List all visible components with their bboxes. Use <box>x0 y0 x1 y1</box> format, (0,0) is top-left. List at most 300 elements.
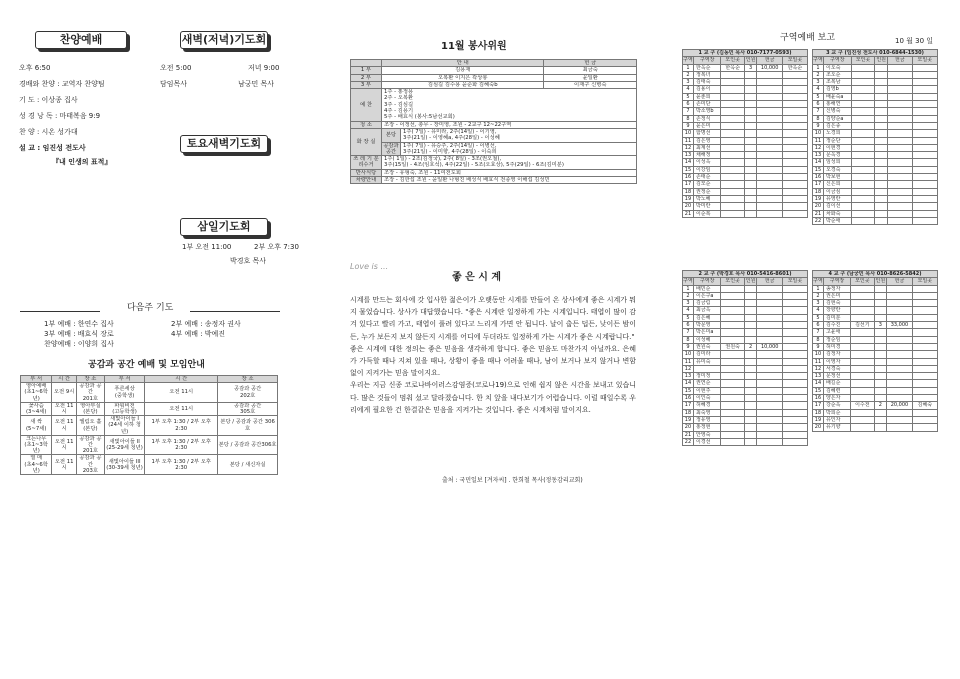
zone-cell: 배윤숙a <box>823 93 851 100</box>
zone-cell <box>912 365 937 372</box>
zone-cell: 신은희 <box>823 181 851 188</box>
zone-cell <box>721 329 744 336</box>
zone-cell: 10,000 <box>757 64 783 71</box>
zone-cell: 12 <box>813 144 824 151</box>
meeting-cell: 공감과 공간 201호 <box>76 435 104 455</box>
saturday-prayer-title: 토요새벽기도회 <box>180 135 268 153</box>
zone-cell <box>757 181 783 188</box>
zone-cell <box>912 115 937 122</box>
zone-col-header: 모일곳 <box>782 57 807 64</box>
zone-cell <box>693 365 721 372</box>
zone-cell <box>744 387 757 394</box>
line: 2주 - 오복환 <box>384 95 414 102</box>
worship-title: 찬양예배 <box>35 31 127 49</box>
zone-cell: 신병숙 <box>823 108 851 115</box>
meeting-cell: 꽃사슴 (3~4세) <box>21 402 52 415</box>
zone-cell: 채해정 <box>693 152 721 159</box>
zone-cell <box>887 152 912 159</box>
zone-cell <box>757 424 783 431</box>
zone-cell: 12 <box>683 365 694 372</box>
zone-cell <box>757 300 783 307</box>
meeting-row <box>21 416 278 436</box>
meeting-cell: 오전 11시 <box>52 402 77 415</box>
zone-row <box>683 115 808 122</box>
zone-cell <box>912 188 937 195</box>
zone-row <box>683 181 808 188</box>
meeting-cell: 새 싹 (5~7세) <box>21 416 52 436</box>
zone-cell: 박미란 <box>693 203 721 210</box>
zone-cell <box>721 416 744 423</box>
zone-cell <box>887 343 913 350</box>
wednesday-time-1: 1부 오전 11:00 <box>182 243 232 251</box>
zone-cell: 문옥경 <box>823 152 851 159</box>
zone-cell <box>887 409 913 416</box>
zone-cell: 10 <box>683 130 694 137</box>
zone-cell: 3 <box>744 64 757 71</box>
zone-cell <box>721 438 744 445</box>
zone-row <box>683 79 808 86</box>
zone-cell: 이오숙 <box>823 64 851 71</box>
zone-cell <box>851 188 875 195</box>
zone-row <box>683 314 808 321</box>
zone-row <box>683 152 808 159</box>
zone-cell <box>912 101 937 108</box>
row-label: 3 부 <box>351 81 382 88</box>
zone-row <box>813 365 938 372</box>
zone-cell <box>851 166 875 173</box>
zone-cell <box>887 416 913 423</box>
zone-cell: 이영자 <box>823 358 850 365</box>
zone-cell: 10 <box>683 351 694 358</box>
header-cell: 부 서 <box>104 376 144 383</box>
zone-row <box>683 380 808 387</box>
zone-cell <box>757 380 783 387</box>
zone-cell <box>744 380 757 387</box>
zone-cell <box>851 210 875 217</box>
zone-row <box>683 424 808 431</box>
zone-cell <box>851 300 874 307</box>
zone-cell <box>757 336 783 343</box>
zone-row <box>683 292 808 299</box>
dawn-leader-1: 담임목사 <box>160 80 188 88</box>
zone-cell <box>887 285 913 292</box>
zone-cell <box>912 210 937 217</box>
zone-cell <box>912 373 937 380</box>
zone-cell: 20 <box>683 203 694 210</box>
zone-cell: 조오순 <box>823 71 851 78</box>
zone-cell <box>744 307 757 314</box>
zone-cell <box>744 166 757 173</box>
zone-cell <box>875 203 888 210</box>
zone-cell <box>912 217 937 224</box>
zone-cell <box>721 336 744 343</box>
zone-cell <box>874 336 887 343</box>
zone-row <box>683 122 808 129</box>
zone-cell <box>757 122 783 129</box>
essay-paragraph: 시계를 만드는 회사에 갓 입사한 젊은이가 오랫동안 시계를 만들어 온 상사에게 좋은 시계가 뭐지 물었습니다. 상사가 대답했습니다. "좋은 시계란 일정하게 가는 시계입니다. 태엽이 많이 감겨 있다고 빨리 가고, 태엽이 풀려 있다고 느리게 가면 안 됩니다. 날이 춥든 덥든, 낮이든 밤이든, 누가 보든지 보지 않든지 시계를 어디에 두더라도 일정하게 가는 시계가 좋은 시계랍니다." <box>350 296 636 341</box>
zone-cell: 유영란 <box>823 195 851 202</box>
zone-cell: 6 <box>813 322 824 329</box>
zone-cell: 7 <box>683 329 694 336</box>
dawn-prayer-title: 새벽(저녁)기도회 <box>180 31 268 49</box>
zone-cell <box>875 210 888 217</box>
essay-body <box>350 294 636 416</box>
zone-cell <box>721 93 744 100</box>
zone-row <box>813 395 938 402</box>
serve-row <box>351 121 637 128</box>
zone-cell: 박문영 <box>693 322 721 329</box>
zone-cell: 10 <box>813 351 824 358</box>
zone-cell <box>757 195 783 202</box>
zone-cell: 김정자 <box>823 351 850 358</box>
zone-cell: 7 <box>683 108 694 115</box>
zone-cell <box>782 402 807 409</box>
zone-cell <box>757 431 783 438</box>
zone-cell: 7 <box>813 108 824 115</box>
zone-cell <box>721 373 744 380</box>
zone-cell <box>721 380 744 387</box>
meeting-row <box>21 402 278 415</box>
zone-col-header: 모일곳 <box>782 278 807 285</box>
zone-cell <box>782 122 807 129</box>
zone-cell: 이은구a <box>693 292 721 299</box>
zone-cell <box>757 402 783 409</box>
zone-cell <box>721 144 744 151</box>
meeting-row <box>21 455 278 475</box>
zone-cell: 1 <box>813 64 824 71</box>
zone-cell <box>912 137 937 144</box>
meeting-cell: 새빛아이들 I (24세 이하 청년) <box>104 416 144 436</box>
zone-row <box>813 314 938 321</box>
zone-cell <box>912 300 937 307</box>
zone-cell <box>744 130 757 137</box>
zone-cell: 9 <box>683 122 694 129</box>
sub-label: 공감과 공간 <box>383 142 399 155</box>
blank-cell <box>351 60 382 67</box>
zone-col-header: 헌금 <box>757 278 783 285</box>
zone-cell <box>721 358 744 365</box>
next-prayer-title: 다음주 기도 <box>127 303 174 313</box>
zone-row <box>813 137 938 144</box>
zone-cell <box>782 86 807 93</box>
zone-cell <box>757 322 783 329</box>
zone-cell: 5 <box>813 314 824 321</box>
zone-cell <box>887 217 912 224</box>
zone-cell: 6 <box>683 101 694 108</box>
cell: 윤일환 <box>544 74 637 81</box>
zone-col-header: 구역 <box>683 57 693 64</box>
zone-cell: 11 <box>683 358 694 365</box>
zone-row <box>683 71 808 78</box>
zone-cell <box>721 152 744 159</box>
zone-cell: 22 <box>813 217 824 224</box>
serve-header-row <box>351 60 637 67</box>
zone-cell <box>851 152 875 159</box>
zone-col-row <box>683 57 808 64</box>
zone-cell: 김혜숙 <box>912 402 937 409</box>
zone-cell <box>744 181 757 188</box>
zone-col-header: 모일곳 <box>912 278 937 285</box>
meeting-cell: 오전 9시 <box>52 383 77 403</box>
zone-cell <box>782 336 807 343</box>
sermon-title: 『내 인생의 표적』 <box>52 158 112 166</box>
zone-cell: 유인자 <box>823 416 850 423</box>
zone-cell <box>744 300 757 307</box>
zone-cell <box>887 380 913 387</box>
zone-table <box>812 270 938 432</box>
zone-cell: 김태숙 <box>693 79 721 86</box>
zone-cell <box>721 195 744 202</box>
zone-cell: 장향란 <box>823 307 850 314</box>
zone-cell <box>721 166 744 173</box>
zone-cell <box>912 130 937 137</box>
zone-cell: 김은영 <box>693 137 721 144</box>
zone-row <box>683 329 808 336</box>
zone-cell <box>782 395 807 402</box>
zone-cell: 김양순a <box>823 115 851 122</box>
zone-cell <box>782 79 807 86</box>
zone-cell <box>782 130 807 137</box>
zone-cell <box>874 292 887 299</box>
zone-cell: 차화숙 <box>823 210 851 217</box>
zone-cell: 4 <box>683 307 694 314</box>
zone-cell <box>782 438 807 445</box>
zone-head-row <box>813 50 938 57</box>
zone-cell <box>782 351 807 358</box>
serve-row <box>351 156 637 170</box>
zone-cell <box>887 424 913 431</box>
zone-cell <box>721 292 744 299</box>
zone-cell <box>782 373 807 380</box>
zone-row <box>683 336 808 343</box>
zone-cell: 이현경 <box>823 144 851 151</box>
zone-cell <box>851 365 874 372</box>
zone-cell: 이성옥 <box>693 159 721 166</box>
zone-row <box>813 300 938 307</box>
serve-row <box>351 128 637 142</box>
worship-line: 찬 양 : 시온 성가대 <box>19 128 78 136</box>
zone-cell: 1 <box>683 64 694 71</box>
zone-cell: 9 <box>683 343 694 350</box>
zone-cell: 이경선 <box>693 438 721 445</box>
zone-cell <box>912 71 937 78</box>
line: 3주(21일) - 이영혜a, 4주(28일) - 이성혜 <box>403 135 500 142</box>
zone-cell: 권정순 <box>693 188 721 195</box>
zone-cell <box>912 380 937 387</box>
zone-row <box>683 64 808 71</box>
zone-cell <box>744 336 757 343</box>
zone-cell <box>757 137 783 144</box>
zone-cell <box>757 144 783 151</box>
zone-cell: 박보현 <box>823 174 851 181</box>
zone-cell <box>782 181 807 188</box>
zone-cell <box>782 159 807 166</box>
zone-cell: 21 <box>683 210 694 217</box>
zone-head: 4 교 구 (남궁민 목사 010-8626-5842) <box>813 271 938 278</box>
zone-cell: 권은미 <box>823 292 850 299</box>
zone-cell <box>887 137 912 144</box>
zone-cell <box>744 122 757 129</box>
zone-cell: 3 <box>683 79 694 86</box>
zone-cell <box>721 300 744 307</box>
zone-cell <box>757 159 783 166</box>
zone-cell <box>887 329 913 336</box>
zone-row <box>683 188 808 195</box>
zone-row <box>683 431 808 438</box>
zone-head: 2 교 구 (박경호 목사 010-5416-8601) <box>683 271 808 278</box>
zone-cell <box>851 395 874 402</box>
zone-table <box>682 49 808 218</box>
meeting-cell: 엘림오 홀 (본당) <box>76 416 104 436</box>
sub-label: 본당 <box>382 128 401 142</box>
essay-title: 좋 은 시 계 <box>452 272 502 283</box>
zone-cell <box>851 416 874 423</box>
meeting-cell: 본당 / 공감과 공간 306호 <box>218 416 278 436</box>
zone-row <box>813 217 938 224</box>
zone-cell <box>757 210 783 217</box>
zone-cell <box>721 210 744 217</box>
zone-col-header: 구역 <box>813 278 823 285</box>
zone-col-header: 헌금 <box>887 57 912 64</box>
row-label: 청 소 <box>351 121 382 128</box>
zone-cell <box>875 166 888 173</box>
zone-cell <box>887 71 912 78</box>
zone-cell: 박소영b <box>693 108 721 115</box>
zone-cell: 노경희 <box>823 130 851 137</box>
row-label: 1 부 <box>351 67 382 74</box>
zone-cell <box>851 292 874 299</box>
meeting-cell: 영아예배 (초1~6학년) <box>21 383 52 403</box>
zone-cell <box>887 351 913 358</box>
zone-cell: 13 <box>683 152 694 159</box>
zone-cell <box>875 79 888 86</box>
zone-row <box>683 137 808 144</box>
zone-cell <box>782 329 807 336</box>
zone-row <box>813 424 938 431</box>
meeting-table <box>20 375 278 475</box>
meeting-row <box>21 435 278 455</box>
zone-cell: 손태순 <box>693 174 721 181</box>
zone-cell <box>874 395 887 402</box>
zone-row <box>683 395 808 402</box>
meeting-cell: 오전 11시 <box>52 435 77 455</box>
zone-cell: 20 <box>683 424 694 431</box>
zone-row <box>683 195 808 202</box>
zone-cell <box>912 395 937 402</box>
divider <box>20 311 100 312</box>
zone-cell <box>757 307 783 314</box>
zone-cell <box>887 336 913 343</box>
zone-cell <box>721 314 744 321</box>
essay-paragraph: 좋은 시계에 대한 정의는 좋은 믿음을 생각하게 합니다. 좋은 믿음도 마찬가지 아닐까요. 은혜가 가득할 때나 지쳐 있을 때나, 상황이 좋을 때나 어려울 때나, 남이 보거나 보지 않거나 변함없이 지켜가는 믿음 말이지요. <box>350 344 636 378</box>
zone-cell: 17 <box>683 181 694 188</box>
meeting-cell: 공감과 공간 202호 <box>218 383 278 403</box>
zone-cell <box>874 424 887 431</box>
zone-cell <box>851 343 874 350</box>
header-cell: 장 소 <box>76 376 104 383</box>
zone-cell <box>875 152 888 159</box>
zone-cell <box>757 101 783 108</box>
zone-cell <box>875 101 888 108</box>
zone-cell <box>782 137 807 144</box>
zone-cell <box>744 292 757 299</box>
header-cell: 안 내 <box>382 60 544 67</box>
zone-col-header: 구역장 <box>693 57 721 64</box>
zone-cell: 3 <box>874 322 887 329</box>
zone-cell <box>851 86 875 93</box>
zone-cell <box>744 358 757 365</box>
zone-cell <box>782 71 807 78</box>
zone-cell <box>744 203 757 210</box>
zone-cell: 21 <box>813 210 824 217</box>
zone-cell: 19 <box>683 416 694 423</box>
zone-row <box>813 166 938 173</box>
zone-cell <box>744 71 757 78</box>
zone-cell <box>744 395 757 402</box>
zone-col-header: 인원 <box>745 57 756 64</box>
zone-cell <box>757 358 783 365</box>
zone-col-header: 구역 <box>813 57 823 64</box>
zone-cell: 허미경 <box>823 343 850 350</box>
zone-cell: 권연순 <box>693 380 721 387</box>
cell: 조장 - 이정선, 총무 - 장미영, 조원 - 2교구 12~22구역 <box>382 121 637 128</box>
zone-cell <box>887 101 912 108</box>
zone-cell: 10,000 <box>757 343 783 350</box>
zone-cell <box>887 395 913 402</box>
zone-row <box>813 122 938 129</box>
line: 3주(21일) - 이미향, 4주(28일) - 이숙희 <box>403 148 497 155</box>
zone-cell <box>721 365 744 372</box>
zone-cell <box>874 343 887 350</box>
zone-cell <box>721 130 744 137</box>
zone-cell <box>782 424 807 431</box>
zone-cell: 18 <box>813 409 824 416</box>
zone-cell: 김용이 <box>693 86 721 93</box>
zone-report-date: 10 월 30 일 <box>895 37 934 45</box>
zone-cell <box>912 292 937 299</box>
zone-cell <box>875 174 888 181</box>
row-label: 예 찬 <box>351 89 382 121</box>
zone-cell: 8 <box>813 115 824 122</box>
zone-cell <box>851 351 874 358</box>
zone-cell: 김미라 <box>693 351 721 358</box>
zone-col-header: 구역 <box>683 278 693 285</box>
zone-cell <box>757 93 783 100</box>
zone-cell: 김은종 <box>823 122 851 129</box>
zone-cell <box>874 329 887 336</box>
zone-cell: 홍해연 <box>823 101 851 108</box>
zone-row <box>813 108 938 115</box>
line: 1주 - 홍정용 <box>384 89 414 96</box>
zone-cell <box>912 64 937 71</box>
zone-row <box>683 203 808 210</box>
cell <box>401 142 637 156</box>
zone-cell <box>782 380 807 387</box>
zone-cell <box>875 86 888 93</box>
zone-cell <box>851 203 875 210</box>
zone-cell <box>744 93 757 100</box>
zone-row <box>813 71 938 78</box>
cell: 조장 - 유형숙, 조원 - 11여전도회 <box>382 169 637 176</box>
zone-cell: 16 <box>813 174 824 181</box>
zone-cell <box>851 329 874 336</box>
zone-cell: 16 <box>683 395 694 402</box>
cell: 조장 - 김한섭 조원 - 윤일환 나형진 배성식 배효식 전종영 이해섭 김성민 <box>382 177 637 184</box>
zone-cell <box>851 181 875 188</box>
zone-cell <box>851 130 875 137</box>
zone-cell: 배민순 <box>693 285 721 292</box>
zone-cell <box>875 181 888 188</box>
